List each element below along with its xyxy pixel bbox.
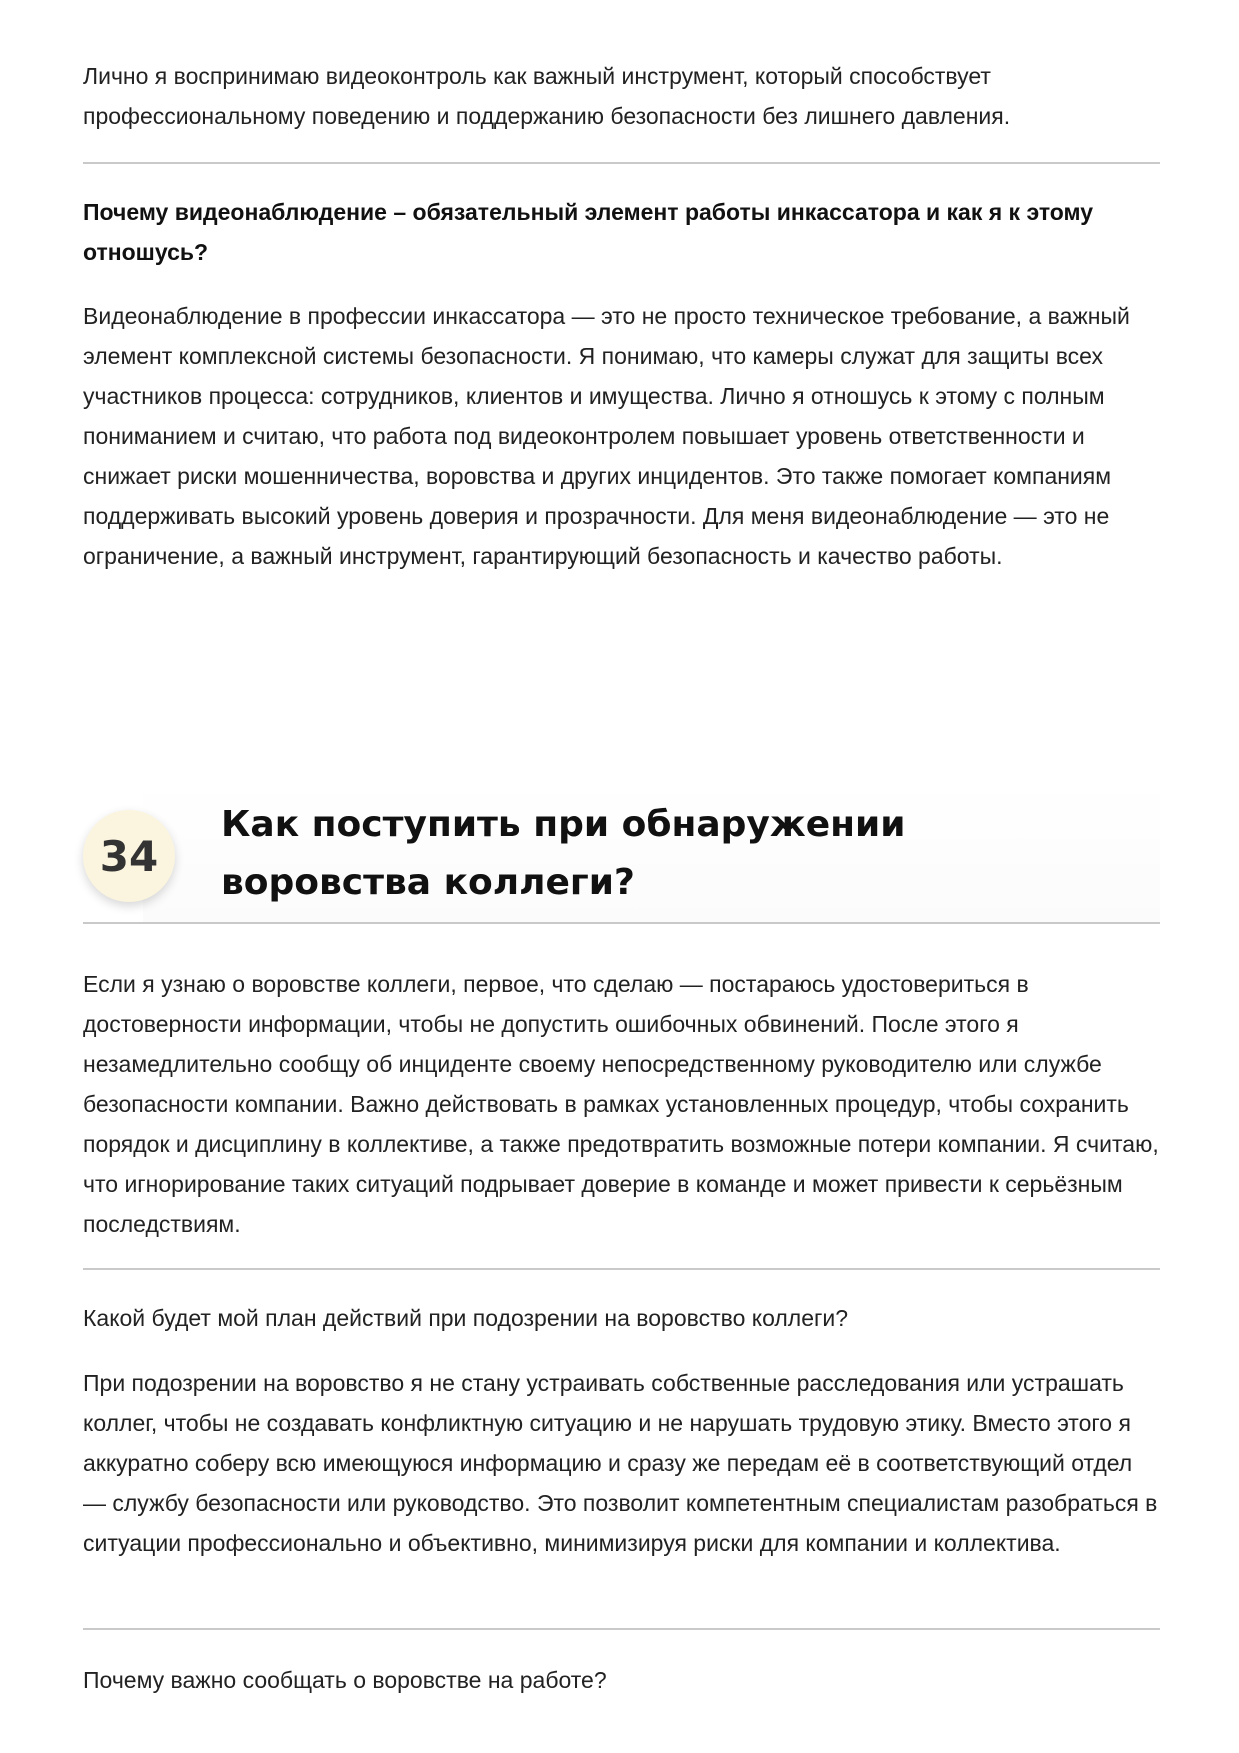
section-heading [83,780,1160,924]
section-answer: Если я узнаю о воровстве коллеги, первое, что сделаю — постараюсь удостовериться в достоверности информации, чтобы не допустить ошибочных обвинений. После этого я незамедлительно сообщу об инциденте своему непосредственному руководителю или службе безопасности компании. Важно действовать в рамках установленных процедур, чтобы сохранить порядок и дисциплину в коллективе, а также предотвратить возможные потери компании. Я считаю, что игнорирование таких ситуаций подрывает доверие в команде и может привести к серьёзным последствиям. [83,971,1159,1237]
video-question: Почему видеонаблюдение – обязательный элемент работы инкассатора и как я к этому отношусь? [83,199,1094,265]
divider [83,922,1160,924]
followup-question-2: Почему важно сообщать о воровстве на работе? [83,1667,607,1693]
section-number-badge: 34 [83,810,175,902]
video-answer: Видеонаблюдение в профессии инкассатора — это не просто техническое требование, а важный элемент комплексной системы безопасности. Я понимаю, что камеры служат для защиты всех участников процесса: сотрудников, клиентов и имущества. Лично я отношусь к этому с полным пониманием и считаю, что работа под видеоконтролем повышает уровень ответственности и снижает риски мошенничества, воровства и других инцидентов. Это также помогает компаниям поддерживать высокий уровень доверия и прозрачности. Для меня видеонаблюдение — это не ограничение, а важный инструмент, гарантирующий безопасность и качество работы. [83,303,1130,569]
followup-answer-1: При подозрении на воровство я не стану устраивать собственные расследования или устрашать коллег, чтобы не создавать конфликтную ситуацию и не нарушать трудовую этику. Вместо этого я аккуратно соберу всю имеющуюся информацию и сразу же передам её в соответствующий отдел — службу безопасности или руководство. Это позволит компетентным специалистам разобраться в ситуации профессионально и объективно, минимизируя риски для компании и коллектива. [83,1370,1158,1556]
followup-question-1: Какой будет мой план действий при подозрении на воровство коллеги? [83,1305,849,1331]
section-title: Как поступить при обнаружении воровства коллеги? [221,804,906,903]
divider [83,1268,1160,1270]
intro-paragraph: Лично я воспринимаю видеоконтроль как важный инструмент, который способствует профессиональному поведению и поддержанию безопасности без лишнего давления. [83,63,1011,129]
divider [83,1628,1160,1630]
divider [83,162,1160,164]
